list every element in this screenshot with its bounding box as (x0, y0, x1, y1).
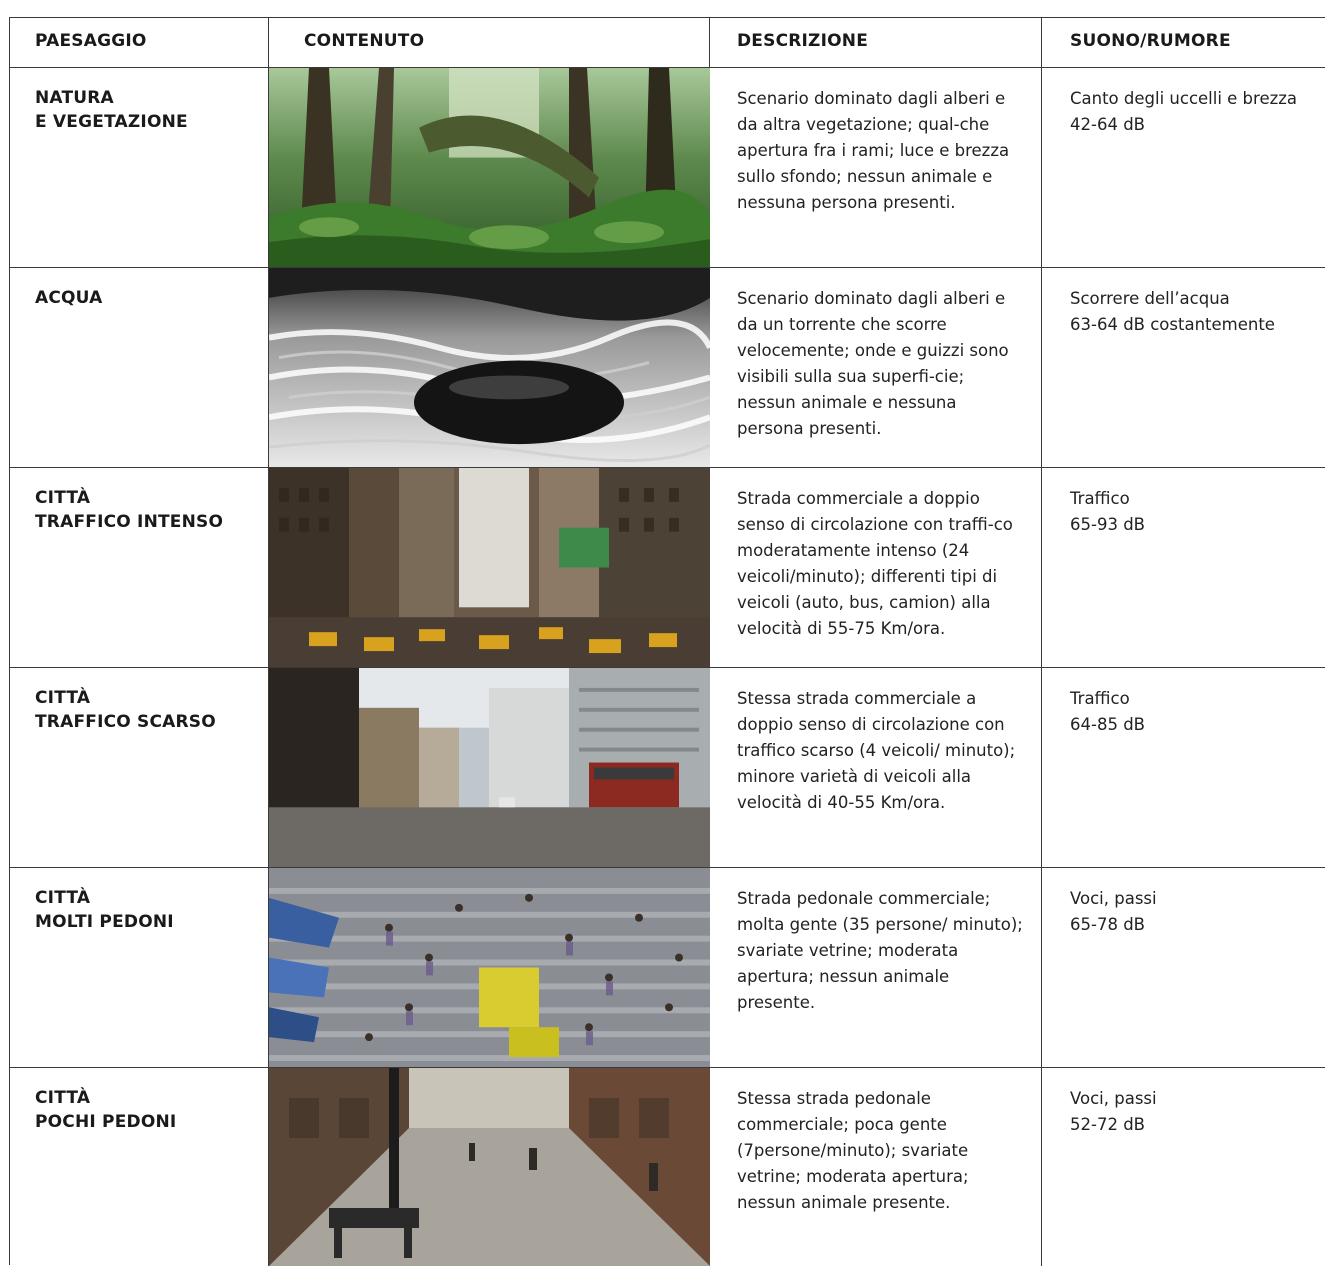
table-row (10, 68, 1325, 268)
heavy-traffic-photo (269, 468, 710, 667)
description-cell (710, 1068, 1042, 1266)
content-cell (269, 868, 710, 1067)
sound-text (1070, 286, 1325, 338)
sound-cell (1042, 268, 1325, 467)
description-cell (710, 468, 1042, 667)
header-description: DESCRIZIONE (737, 31, 869, 51)
table-row (10, 1068, 1325, 1266)
sound-level: 52-72 dB (1070, 1115, 1145, 1134)
header-sound: SUONO/RUMORE (1070, 31, 1231, 51)
landscape-cell (10, 1068, 269, 1266)
sound-level: 63-64 dB costantemente (1070, 315, 1275, 334)
header-cell-landscape (10, 18, 269, 67)
description-text: Stessa strada commerciale a doppio senso di circolazione con traffico scarso (4 veicoli/ minuto); minore varietà di veicoli alla velocità di 40-55 Km/ora. (737, 689, 1016, 812)
content-cell (269, 68, 710, 267)
sound-cell (1042, 468, 1325, 667)
sound-level: 42-64 dB (1070, 115, 1145, 134)
sound-cell (1042, 668, 1325, 867)
landscape-cell (10, 268, 269, 467)
landscape-label (35, 1086, 176, 1134)
header-content: CONTENUTO (304, 31, 425, 51)
landscape-line-2: MOLTI PEDONI (35, 912, 174, 932)
sound-level: 65-93 dB (1070, 515, 1145, 534)
sound-text (1070, 486, 1325, 538)
description-cell (710, 268, 1042, 467)
sound-level: 64-85 dB (1070, 715, 1145, 734)
landscape-line-1: CITTÀ (35, 688, 91, 708)
sound-source: Canto degli uccelli e brezza (1070, 89, 1298, 108)
description-text: Scenario dominato dagli alberi e da un torrente che scorre velocemente; onde e guizzi sono visibili sulla sua superfi-cie; nessun animale e nessuna persona presenti. (737, 289, 1009, 438)
landscape-line-2: POCHI PEDONI (35, 1112, 177, 1132)
landscape-line-2: E VEGETAZIONE (35, 112, 188, 132)
landscape-label (35, 886, 174, 934)
landscape-cell (10, 868, 269, 1067)
landscape-line-2: TRAFFICO INTENSO (35, 512, 224, 532)
landscape-line-1: CITTÀ (35, 1088, 91, 1108)
description-text: Stessa strada pedonale commerciale; poca gente (7persone/minuto); svariate vetrine; moderata apertura; nessun animale presente. (737, 1089, 969, 1212)
sound-text (1070, 86, 1325, 138)
sound-text (1070, 886, 1325, 938)
landscape-line-1: ACQUA (35, 288, 103, 308)
content-cell (269, 1068, 710, 1266)
content-cell (269, 668, 710, 867)
landscape-sound-table (9, 17, 1325, 1265)
landscape-cell (10, 468, 269, 667)
sound-source: Voci, passi (1070, 1089, 1157, 1108)
sound-source: Traffico (1070, 489, 1130, 508)
sound-cell (1042, 68, 1325, 267)
table-header-row (10, 18, 1325, 68)
forest-photo (269, 68, 710, 267)
description-cell (710, 68, 1042, 267)
description-cell (710, 868, 1042, 1067)
table-row (10, 268, 1325, 468)
header-cell-description (710, 18, 1042, 67)
sound-source: Scorrere dell’acqua (1070, 289, 1230, 308)
description-cell (710, 668, 1042, 867)
content-cell (269, 468, 710, 667)
header-cell-content (269, 18, 710, 67)
landscape-label (35, 686, 216, 734)
landscape-label (35, 86, 188, 134)
landscape-line-1: CITTÀ (35, 888, 91, 908)
few-pedestrians-photo (269, 1068, 710, 1266)
landscape-line-1: CITTÀ (35, 488, 91, 508)
landscape-cell (10, 668, 269, 867)
header-cell-sound (1042, 18, 1325, 67)
light-traffic-photo (269, 668, 710, 867)
sound-text (1070, 686, 1325, 738)
landscape-line-1: NATURA (35, 88, 114, 108)
description-text: Strada pedonale commerciale; molta gente (35 persone/ minuto); svariate vetrine; moderata apertura; nessun animale presente. (737, 889, 1023, 1012)
landscape-cell (10, 68, 269, 267)
sound-level: 65-78 dB (1070, 915, 1145, 934)
sound-text (1070, 1086, 1325, 1138)
sound-source: Traffico (1070, 689, 1130, 708)
table-row (10, 868, 1325, 1068)
landscape-label (35, 286, 103, 310)
landscape-line-2: TRAFFICO SCARSO (35, 712, 216, 732)
header-landscape: PAESAGGIO (35, 31, 147, 51)
crowded-pedestrians-photo (269, 868, 710, 1067)
table-row (10, 468, 1325, 668)
table-row (10, 668, 1325, 868)
description-text: Scenario dominato dagli alberi e da altra vegetazione; qual-che apertura fra i rami; luce e brezza sullo sfondo; nessun animale e nessuna persona presenti. (737, 89, 1010, 212)
sound-cell (1042, 868, 1325, 1067)
sound-cell (1042, 1068, 1325, 1266)
stream-photo (269, 268, 710, 467)
sound-source: Voci, passi (1070, 889, 1157, 908)
landscape-label (35, 486, 223, 534)
description-text: Strada commerciale a doppio senso di circolazione con traffi-co moderatamente intenso (24 veicoli/minuto); differenti tipi di veicoli (auto, bus, camion) alla velocità di 55-75 Km/ora. (737, 489, 1013, 638)
content-cell (269, 268, 710, 467)
